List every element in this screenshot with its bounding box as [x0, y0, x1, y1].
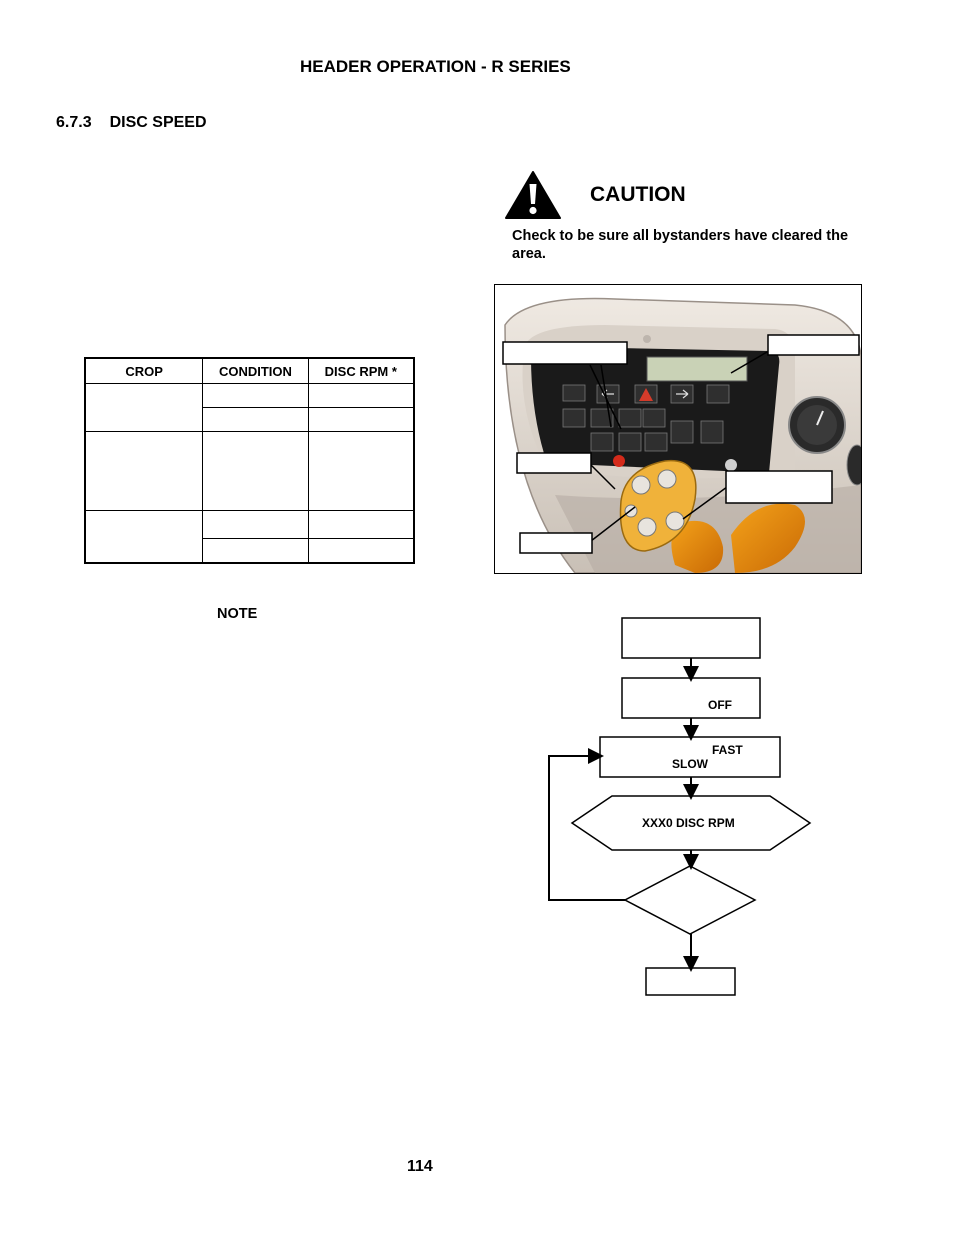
table-cell [85, 511, 203, 564]
table-row [85, 511, 414, 539]
flowchart-decision-diamond [625, 866, 755, 934]
section-heading [56, 114, 207, 132]
page-header-title: HEADER OPERATION - R SERIES [300, 57, 571, 76]
table-cell [308, 539, 414, 564]
table-cell [308, 408, 414, 432]
flowchart-fast-label: FAST [712, 743, 743, 757]
disc-speed-table [84, 357, 415, 564]
table-header-crop: CROP [85, 358, 203, 384]
table-cell [85, 432, 203, 511]
table-header-condition: CONDITION [203, 358, 308, 384]
table-cell [203, 511, 308, 539]
table-cell [203, 539, 308, 564]
table-header-disc-rpm: DISC RPM * [308, 358, 414, 384]
table-row [85, 384, 414, 408]
console-drawing [495, 285, 861, 573]
flowchart-off-box [622, 678, 760, 718]
table-row [85, 432, 414, 511]
flowchart-display-label: XXX0 DISC RPM [642, 816, 735, 830]
table-header-row [85, 358, 414, 384]
note-label: NOTE [217, 606, 258, 622]
section-number: 6.7.3 [56, 114, 92, 131]
table-cell [308, 432, 414, 511]
table-cell [308, 384, 414, 408]
warning-triangle-icon [504, 170, 562, 220]
flowchart-end-box [646, 968, 735, 995]
flowchart-off-label: OFF [708, 698, 732, 712]
page-number: 114 [407, 1158, 433, 1175]
section-title: DISC SPEED [109, 114, 207, 131]
disc-speed-flowchart [540, 610, 820, 1000]
caution-text: Check to be sure all bystanders have cleared the area. [512, 228, 849, 262]
table-cell [203, 408, 308, 432]
table-cell [203, 384, 308, 408]
flowchart-slow-label: SLOW [672, 757, 708, 771]
table-cell [203, 432, 308, 511]
flowchart-start-box [622, 618, 760, 658]
caution-title: CAUTION [590, 183, 686, 206]
table-cell [308, 511, 414, 539]
control-console-illustration [494, 284, 862, 574]
table-cell [85, 384, 203, 432]
